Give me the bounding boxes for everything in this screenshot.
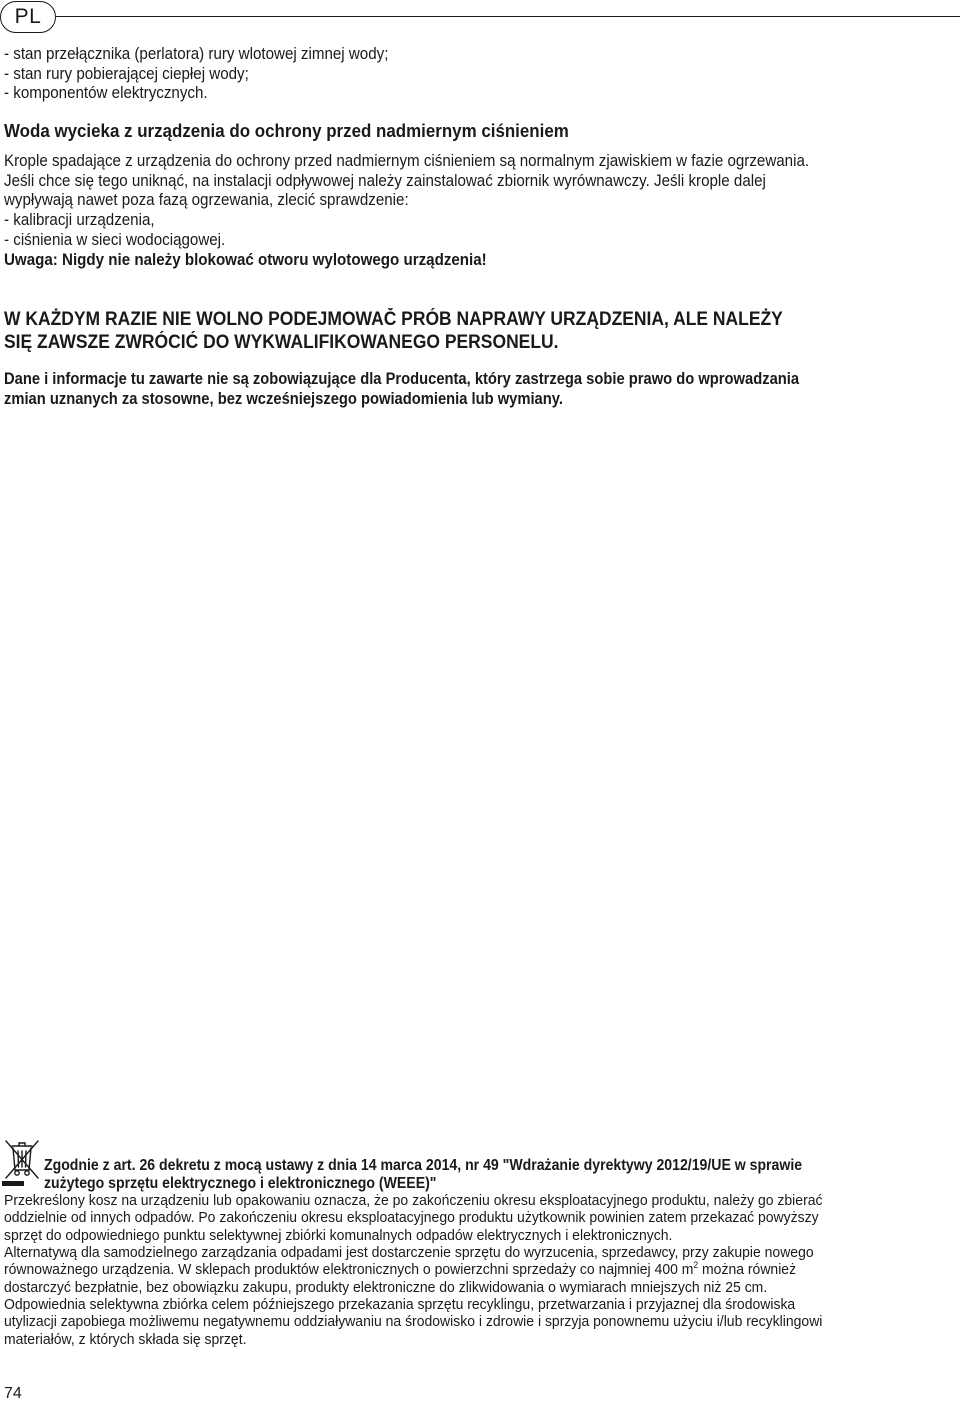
weee-title-line: Zgodnie z art. 26 dekretu z mocą ustawy z dnia 14 marca 2014, nr 49 "Wdrażanie dyrektywy 2012/19/UE w sprawie <box>44 1157 803 1174</box>
paragraph-line: oddzielnie od innych odpadów. Po zakończeniu okresu eksploatacyjnego produktu użytkownik powinien zatem przekazać powyższy <box>4 1210 819 1227</box>
paragraph-line <box>4 1262 902 1279</box>
body-line: - kalibracji urządzenia, <box>4 211 155 230</box>
crossed-out-wheelie-bin-icon <box>2 1138 42 1186</box>
weee-paragraph-1 <box>4 1193 954 1245</box>
paragraph-line: Alternatywą dla samodzielnego zarządzania odpadami jest dostarczenie sprzętu do wyrzucenia, sprzedawcy, przy zakupie nowego <box>4 1245 814 1261</box>
page-number: 74 <box>4 1385 22 1402</box>
line-end: można również <box>698 1262 797 1279</box>
language-badge <box>0 1 56 33</box>
warning-line: Uwaga: Nigdy nie należy blokować otworu wylotowego urządzenia! <box>4 250 487 269</box>
paragraph-line: sprzęt do odpowiedniego punktu selektywnej zbiórki komunalnych odpadów elektrycznych i elektronicznych. <box>4 1227 673 1244</box>
line-start: równoważnego urządzenia. W sklepach produktów elektronicznych o powierzchni sprzedaży co najmniej 400 m <box>4 1262 694 1279</box>
weee-title <box>44 1157 954 1193</box>
paragraph-line: Przekreślony kosz na urządzeniu lub opakowaniu oznacza, że po zakończeniu okresu eksploatacyjnego produktu, należy go zbierać <box>4 1193 823 1209</box>
section-heading-text: Woda wycieka z urządzenia do ochrony przed nadmiernym ciśnieniem <box>4 120 569 141</box>
intro-list <box>4 45 954 104</box>
section-body <box>4 152 954 270</box>
body-line: - ciśnienia w sieci wodociągowej. <box>4 230 226 249</box>
section-heading <box>4 120 954 142</box>
body-line: Jeśli chce się tego uniknąć, na instalacji odpływowej należy zainstalować zbiornik wyrównawczy. Jeśli krople dalej <box>4 171 766 190</box>
disclaimer-line: Dane i informacje tu zawarte nie są zobowiązujące dla Producenta, który zastrzega sobie prawo do wprowadzania <box>4 370 800 388</box>
list-item: - stan przełącznika (perlatora) rury wlotowej zimnej wody; <box>4 45 389 63</box>
disclaimer-line: zmian uznanych za stosowne, bez wcześniejszego powiadomienia lub wymiany. <box>4 389 563 408</box>
notice-line: W KAŻDYM RAZIE NIE WOLNO PODEJMOWAČ PRÓB NAPRAWY URZĄDZENIA, ALE NALEŻY <box>4 309 783 330</box>
notice-line: SIĘ ZAWSZE ZWRÓCIĆ DO WYKWALIFIKOWANEGO PERSONELU. <box>4 332 559 353</box>
repair-notice <box>4 308 954 354</box>
paragraph-line: materiałów, z których składa się sprzęt. <box>4 1331 247 1348</box>
body-line: wypływają nawet poza fazą ogrzewania, zlecić sprawdzenie: <box>4 191 409 210</box>
list-item: - stan rury pobierającej ciepłej wody; <box>4 64 249 83</box>
header-rule <box>56 16 960 17</box>
disclaimer <box>4 370 954 409</box>
weee-paragraph-2 <box>4 1245 954 1297</box>
body-line: Krople spadające z urządzenia do ochrony przed nadmiernym ciśnieniem są normalnym zjawiskiem w fazie ogrzewania. <box>4 152 810 170</box>
paragraph-line: dostarczyć bezpłatnie, bez obowiązku zakupu, produkty elektroniczne do zlikwidowania o wymiarach mniejszych niż 25 cm. <box>4 1279 768 1296</box>
superscript-unit: 2 <box>693 1260 699 1271</box>
weee-title-line: zużytego sprzętu elektrycznego i elektronicznego (WEEE)" <box>44 1175 437 1192</box>
paragraph-line: Odpowiednia selektywna zbiórka celem późniejszego przekazania sprzętu recyklingu, przetwarzania i przyjaznej dla środowiska <box>4 1297 796 1313</box>
list-item: - komponentów elektrycznych. <box>4 84 208 103</box>
weee-paragraph-3 <box>4 1297 954 1349</box>
language-code: PL <box>14 5 42 28</box>
paragraph-line: utylizacji zapobiega możliwemu negatywnemu oddziaływaniu na środowisko i zdrowie i sprzyja ponownemu użyciu i/lub recyklingowi <box>4 1314 823 1331</box>
